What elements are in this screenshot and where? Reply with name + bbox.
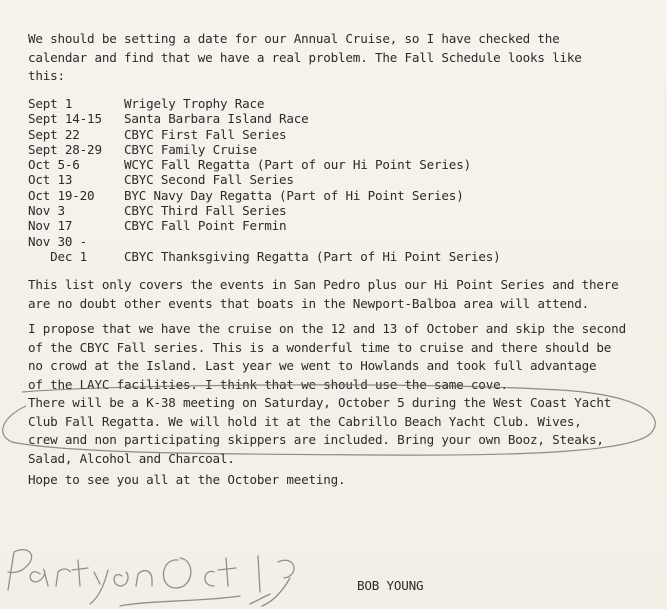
schedule-event: CBYC Third Fall Series [124, 203, 287, 219]
schedule-date: Nov 17 [28, 218, 73, 234]
schedule-date: Sept 28-29 [28, 141, 102, 157]
fall-schedule-list [28, 96, 501, 264]
schedule-row [28, 111, 501, 126]
schedule-row [28, 203, 501, 218]
schedule-date: Oct 19-20 [28, 187, 95, 203]
schedule-event: CBYC First Fall Series [124, 126, 287, 142]
schedule-event: BYC Navy Day Regatta (Part of Hi Point Series) [124, 187, 464, 203]
schedule-event: WCYC Fall Regatta (Part of our Hi Point Series) [124, 157, 471, 173]
schedule-date: Oct 5-6 [28, 157, 80, 173]
proposal-paragraph: I propose that we have the cruise on the 12 and 13 of October and skip the second of the CBYC Fall series. This is a wonderful time to cruise and there should be no crowd at the Island. Last year we went to Howlands and took full advantage of the LAYC facilities. I think that we should use the same cove. [28, 321, 626, 392]
schedule-event: CBYC Second Fall Series [124, 172, 294, 188]
schedule-row [28, 96, 501, 111]
schedule-date: Sept 1 [28, 96, 73, 111]
schedule-row [28, 142, 501, 157]
handwritten-note [0, 530, 340, 609]
schedule-event: CBYC Thanksgiving Regatta (Part of Hi Point Series) [124, 248, 501, 264]
schedule-row [28, 218, 501, 233]
schedule-event: Santa Barbara Island Race [124, 111, 309, 127]
meeting-paragraph: There will be a K-38 meeting on Saturday, October 5 during the West Coast Yacht Club Fall Regatta. We will hold it at the Cabrillo Beach Yacht Club. Wives, crew and non participating skippers are included. Bring your own Booz, Steaks, Salad, Alcohol and Charcoal. [28, 395, 612, 466]
schedule-row [28, 188, 501, 203]
schedule-date: Dec 1 [28, 248, 88, 264]
schedule-date: Oct 13 [28, 172, 73, 188]
schedule-date: Sept 14-15 [28, 111, 102, 127]
schedule-event: CBYC Fall Point Fermin [124, 218, 287, 234]
schedule-row [28, 172, 501, 187]
schedule-row [28, 249, 501, 264]
signature-name: BOB YOUNG [357, 578, 424, 593]
schedule-row [28, 127, 501, 142]
closing-paragraph: Hope to see you all at the October meeting. [28, 472, 346, 487]
schedule-date: Sept 22 [28, 126, 80, 142]
schedule-date: Nov 3 [28, 203, 65, 219]
schedule-row [28, 234, 501, 249]
schedule-date: Nov 30 - [28, 233, 88, 249]
intro-paragraph: We should be setting a date for our Annual Cruise, so I have checked the calendar and find that we have a real problem. The Fall Schedule looks like this: [28, 31, 582, 83]
coverage-paragraph: This list only covers the events in San Pedro plus our Hi Point Series and there are no doubt other events that boats in the Newport-Balboa area will attend. [28, 277, 619, 311]
schedule-event: Wrigely Trophy Race [124, 96, 265, 111]
schedule-event: CBYC Family Cruise [124, 141, 257, 157]
schedule-row [28, 157, 501, 172]
